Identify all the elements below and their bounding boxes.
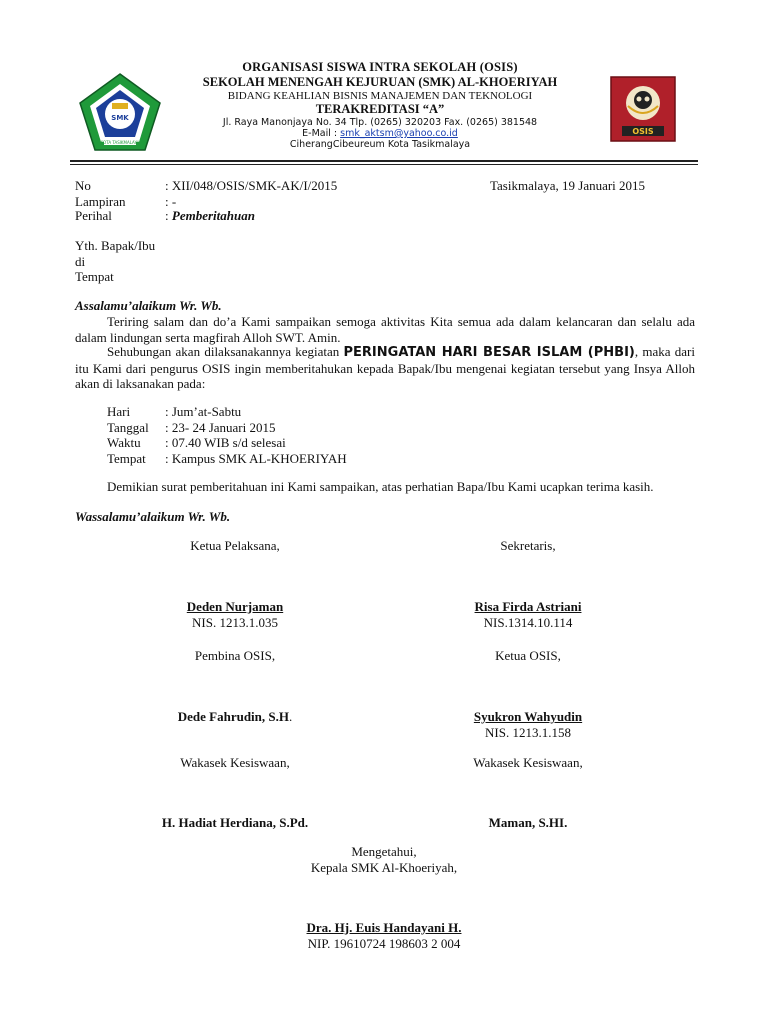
signature-title: Ketua Pelaksana, <box>190 538 280 553</box>
schedule-row <box>107 404 347 420</box>
signature-sekretaris-name-block <box>408 599 648 630</box>
signature-pembina <box>115 648 355 664</box>
schedule-label: Tanggal <box>107 419 149 435</box>
header-divider-thin <box>70 164 698 165</box>
signature-wakasek-1 <box>115 755 355 771</box>
header-divider-thick <box>70 160 698 162</box>
signature-title: Ketua OSIS, <box>495 648 561 663</box>
address: Jl. Raya Manonjaya No. 34 Tlp. (0265) 320203 Fax. (0265) 381548 <box>222 117 538 128</box>
signature-wakasek-2-name-block <box>408 815 648 831</box>
accreditation: TERAKREDITASI “A” <box>315 102 445 116</box>
signature-title: Pembina OSIS, <box>194 648 276 663</box>
letter-date: Tasikmalaya, 19 Januari 2015 <box>490 178 646 193</box>
signature-ketua-osis-name-block <box>408 709 648 740</box>
farewell: Wassalamu’alaikum Wr. Wb. <box>75 509 231 524</box>
signature-sekretaris <box>408 538 648 554</box>
perihal-colon: : <box>165 208 172 223</box>
recipient-line2: di <box>75 253 86 269</box>
email-line <box>180 128 580 139</box>
signature-name: Syukron Wahyudin <box>473 709 583 724</box>
signature-name-dot: . <box>289 709 293 724</box>
schedule-label: Tempat <box>107 450 146 466</box>
paragraph-1: Teriring salam dan do’a Kami sampaikan semoga aktivitas Kita semua ada dalam kelancaran dan selalu ada dalam lindungan serta magfirah Alloh SWT. Amin. <box>75 314 695 345</box>
schedule-row <box>107 435 347 451</box>
perihal-label: Perihal <box>75 208 112 223</box>
paragraph-2 <box>75 344 695 392</box>
signature-id: NIS.1314.10.114 <box>483 614 573 630</box>
signature-title: Sekretaris, <box>500 538 556 553</box>
signature-name-line <box>115 709 355 725</box>
signature-ketua-osis <box>408 648 648 664</box>
school-name: SEKOLAH MENENGAH KEJURUAN (SMK) AL-KHOERIYAH <box>202 75 558 89</box>
lampiran-value: : - <box>165 194 177 209</box>
signature-title: Kepala SMK Al-Khoeriyah, <box>310 859 458 875</box>
signature-title: Wakasek Kesiswaan, <box>180 755 290 770</box>
signature-wakasek-1-name-block <box>115 815 355 831</box>
school-logo-ring-text: KOTA TASIKMALAYA <box>100 140 140 145</box>
paragraph-2-start: Sehubungan akan dilaksanakannya kegiatan <box>107 344 344 359</box>
program-name: BIDANG KEAHLIAN BISNIS MANAJEMEN DAN TEKNOLOGI <box>227 90 533 102</box>
schedule-value: : 23- 24 Januari 2015 <box>165 419 276 435</box>
signature-kepala-name-block <box>264 920 504 951</box>
recipient-line3: Tempat <box>75 269 114 284</box>
signature-name: Dra. Hj. Euis Handayani H. <box>306 920 462 935</box>
lampiran-label: Lampiran <box>75 194 126 209</box>
schedule-value: : 07.40 WIB s/d selesai <box>165 435 286 450</box>
city: CiherangCibeureum Kota Tasikmalaya <box>289 139 471 150</box>
email-link[interactable]: smk_aktsm@yahoo.co.id <box>340 128 458 139</box>
signature-ketua-pelaksana <box>115 538 355 554</box>
perihal-value: Pemberitahuan <box>171 208 255 223</box>
signature-id: NIS. 1213.1.158 <box>485 724 571 740</box>
signature-kepala-sekolah <box>264 844 504 875</box>
signature-id: NIP. 19610724 198603 2 004 <box>307 935 461 951</box>
schedule-label: Waktu <box>107 435 141 450</box>
signature-title: Wakasek Kesiswaan, <box>473 755 583 770</box>
school-logo <box>78 72 162 152</box>
signature-wakasek-2 <box>408 755 648 771</box>
mengetahui-label: Mengetahui, <box>351 844 417 859</box>
signature-name: Dede Fahrudin, S.H <box>177 709 289 724</box>
perihal-value-line <box>165 208 255 224</box>
signature-name: H. Hadiat Herdiana, S.Pd. <box>161 815 309 830</box>
org-name: ORGANISASI SISWA INTRA SEKOLAH (OSIS) <box>242 60 518 74</box>
signature-pembina-name-block <box>115 709 355 725</box>
schedule-row <box>107 451 347 467</box>
letter-number-value: : XII/048/OSIS/SMK-AK/I/2015 <box>165 178 338 193</box>
schedule-table <box>107 404 347 466</box>
closing-paragraph: Demikian surat pemberitahuan ini Kami sampaikan, atas perhatian Bapa/Ibu Kami ucapkan terima kasih. <box>107 479 654 494</box>
signature-ketua-pelaksana-name-block <box>115 599 355 630</box>
greeting: Assalamu’alaikum Wr. Wb. <box>75 298 222 313</box>
recipient <box>75 238 155 285</box>
school-logo-text: SMK <box>111 114 129 122</box>
letter-number-label: No <box>75 178 91 193</box>
signature-name: Risa Firda Astriani <box>474 599 582 614</box>
schedule-value: : Jum’at-Sabtu <box>165 404 242 419</box>
osis-logo-text: OSIS <box>632 127 654 136</box>
recipient-line1: Yth. Bapak/Ibu <box>75 238 156 253</box>
osis-logo <box>610 76 676 142</box>
schedule-label: Hari <box>107 404 131 419</box>
schedule-value: : Kampus SMK AL-KHOERIYAH <box>165 450 347 466</box>
event-name: PERINGATAN HARI BESAR ISLAM (PHBI) <box>343 345 635 360</box>
email-label: E-Mail : <box>302 128 341 139</box>
letterhead <box>180 60 580 150</box>
paragraph-2-end: , maka dari itu Kami dari pengurus OSIS ingin memberitahukan kepada Bapak/Ibu mengenai kegiatan tersebut yang Insya Alloh akan di laksanakan pada: <box>75 344 695 391</box>
signature-id: NIS. 1213.1.035 <box>192 614 278 630</box>
schedule-row <box>107 420 347 436</box>
signature-name: Maman, S.HI. <box>488 815 568 830</box>
signature-name: Deden Nurjaman <box>186 599 284 614</box>
